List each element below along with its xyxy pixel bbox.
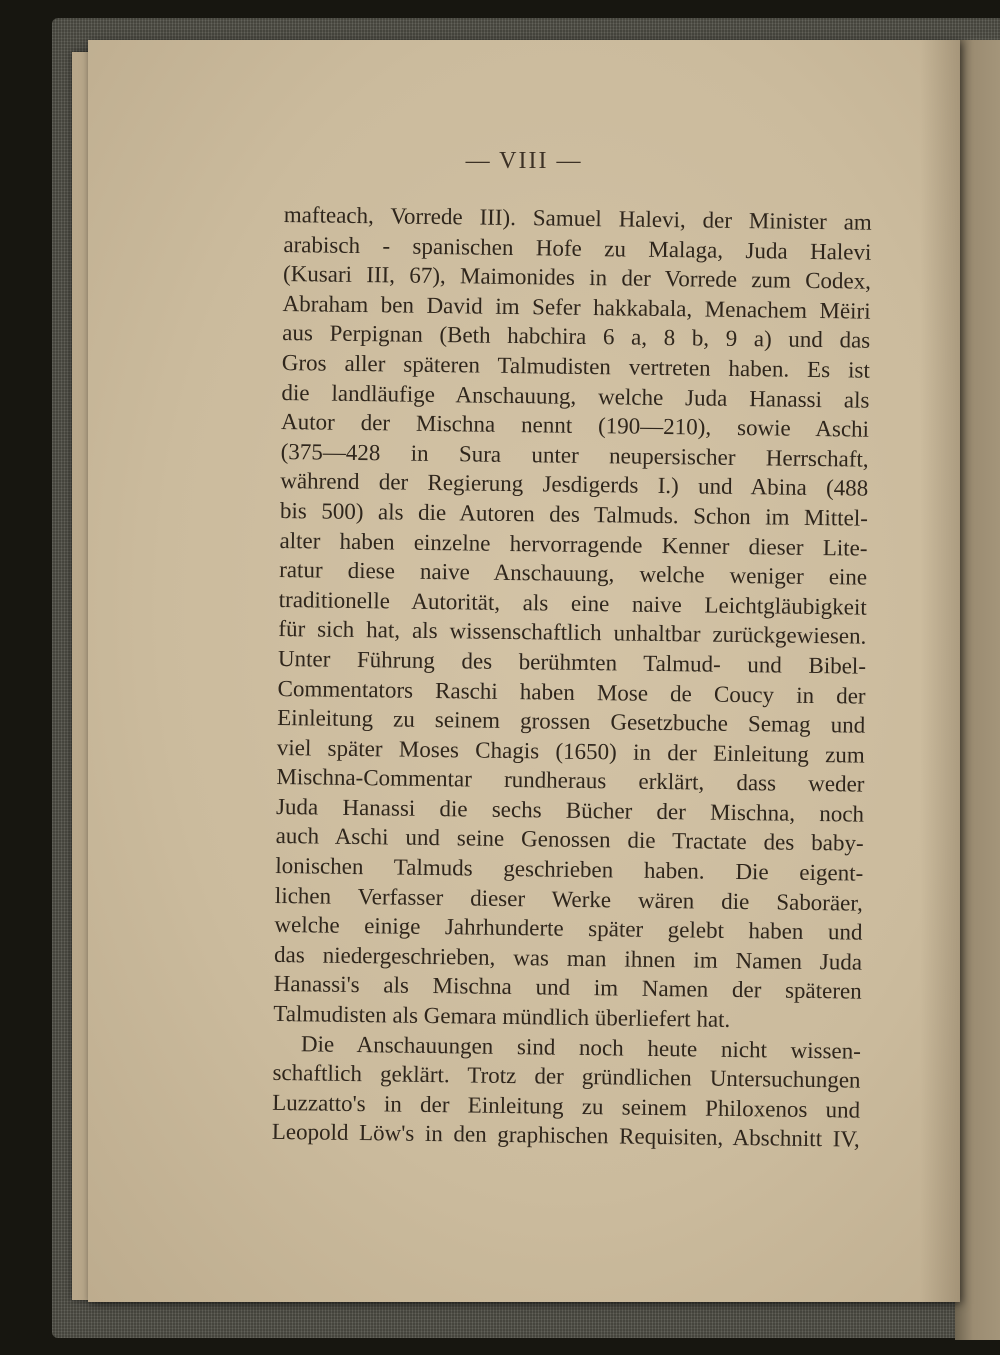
text-line: Autor der Mischna nennt (190—210), sowie Aschi (280, 409, 870, 442)
text-line: Luzzatto's in der Einleitung zu seinem Philoxenos und (272, 1089, 861, 1123)
text-line: Hanassi's als Mischna und im Namen der späteren (273, 971, 862, 1005)
text-line: (Kusari III, 67), Maimonides in der Vorrede zum Codex, (282, 261, 872, 294)
paragraph-first-line: Die Anschauungen sind noch heute nicht wissen- (300, 1030, 862, 1064)
text-line: Leopold Löw's in den graphischen Requisiten, Abschnitt IV, (271, 1119, 860, 1153)
text-line: Juda Hanassi die sechs Bücher der Mischna, noch (275, 793, 865, 827)
text-line: aus Perpignan (Beth habchira 6 a, 8 b, 9 a) und das (282, 320, 871, 354)
text-line: welche einige Jahrhunderte später gelebt haben und (274, 912, 863, 945)
text-line: die landläufige Anschauung, welche Juda Hanassi als (281, 379, 870, 413)
text-line: das niedergeschrieben, was man ihnen im Namen Juda (273, 941, 863, 975)
text-line: Abraham ben David im Sefer hakkabala, Menachem Mëiri (282, 290, 871, 324)
facing-page-edge (955, 40, 1000, 1340)
text-line: Mischna-Commentar rundheraus erklärt, dass weder (276, 764, 865, 797)
text-line: schaftlich geklärt. Trotz der gründlichen Untersuchungen (272, 1060, 861, 1093)
text-line: Gros aller späteren Talmudisten vertreten haben. Es ist (281, 349, 870, 383)
text-line: Commentators Raschi haben Mose de Coucy in der (277, 675, 866, 709)
gutter-shadow (920, 40, 960, 1302)
text-line: ratur diese naive Anschauung, welche weniger eine (278, 557, 868, 590)
text-line: bis 500) als die Autoren des Talmuds. Schon im Mittel- (279, 497, 869, 531)
text-line: mafteach, Vorrede III). Samuel Halevi, der Minister am (283, 201, 872, 235)
text-line: Einleitung zu seinem grossen Gesetzbuche Semag und (277, 705, 866, 738)
text-line: viel später Moses Chagis (1650) in der Einleitung zum (276, 734, 865, 768)
text-line: alter haben einzelne hervorragende Kenner dieser Lite- (279, 527, 868, 561)
text-line: Unter Führung des berühmten Talmud- und Bibel- (277, 645, 867, 679)
text-line: lichen Verfasser dieser Werke wären die Saboräer, (274, 882, 864, 916)
text-line: lonischen Talmuds geschrieben haben. Die eigent- (275, 853, 864, 886)
text-line: für sich hat, als wissenschaftlich unhaltbar zurückgewiesen. (278, 616, 867, 649)
text-line: traditionelle Autorität, als eine naive Leichtgläubigkeit (278, 586, 867, 620)
text-line: auch Aschi und seine Genossen die Tractate des baby- (275, 823, 864, 857)
text-line: (375—428 in Sura unter neupersischer Herrschaft, (280, 438, 869, 472)
text-line: arabisch - spanischen Hofe zu Malaga, Juda Halevi (283, 231, 872, 265)
page-number: — VIII — (465, 148, 583, 174)
body-text (272, 200, 872, 1155)
book-page (88, 40, 960, 1302)
text-line: Talmudisten als Gemara mündlich überliefert hat. (273, 1000, 731, 1032)
text-line: während der Regierung Jesdigerds I.) und Abina (488 (280, 468, 869, 502)
